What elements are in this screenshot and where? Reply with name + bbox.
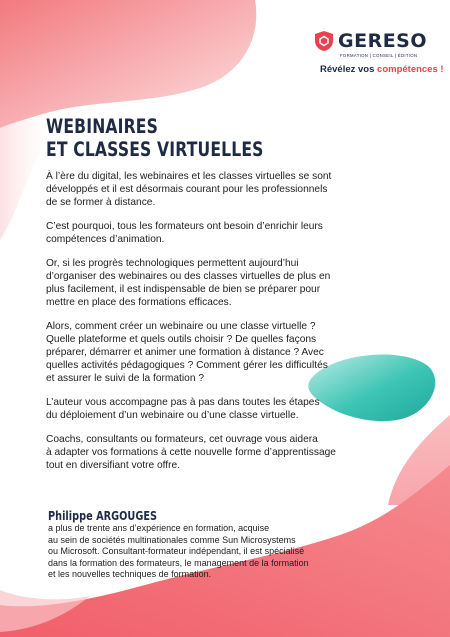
description: [46, 170, 376, 483]
author-name: Philippe ARGOUGES: [48, 508, 158, 523]
paragraph: Coachs, consultants ou formateurs, cet ouvrage vous aidera à adapter vos formations à cette nouvelle forme d’apprentissage tout en diversifiant votre offre.: [46, 434, 336, 471]
top-left-blob: [0, 0, 256, 128]
brand-name: GERESO: [338, 30, 428, 52]
gereso-logo: [314, 30, 430, 58]
paragraph: C’est pourquoi, tous les formateurs ont besoin d’enrichir leurs compétences d’animation.: [46, 221, 323, 245]
title-line-1: WEBINAIRES: [46, 115, 158, 138]
paragraph: Or, si les progrès technologiques permettent aujourd’hui d’organiser des webinaires ou des classes virtuelles de plus en plus facilement, il est indispensable de bien se préparer pour mettre en place des formations efficaces.: [46, 258, 331, 308]
title-line-2: ET CLASSES VIRTUELLES: [46, 138, 264, 161]
paragraph: À l’ère du digital, les webinaires et les classes virtuelles se sont développés et il est désormais courant pour les professionnels de se former à distance.: [46, 171, 332, 208]
tagline-prefix: Révélez vos: [320, 64, 378, 75]
paragraph: L’auteur vous accompagne pas à pas dans toutes les étapes du déploiement d’un webinaire ou d’une classe virtuelle.: [46, 397, 320, 421]
paragraph: Alors, comment créer un webinaire ou une classe virtuelle ? Quelle plateforme et quels outils choisir ? De quelles façons préparer, démarrer et animer une formation à distance ? Avec quelles activités pédagogiques ? Comment gérer les difficultés et assurer le suivi de la formation ?: [46, 321, 328, 384]
brand-subline: FORMATION | CONSEIL | ÉDITION: [340, 53, 418, 58]
brand-tagline: [320, 64, 444, 75]
shield-icon: [314, 30, 334, 52]
author-bio: a plus de trente ans d’expérience en formation, acquise au sein de sociétés multinationales comme Sun Microsystems ou Microsoft. Consultant-formateur indépendant, il est spécialisé dans la formation des formateurs, le management de la formation et les nouvelles techniques de formation.: [48, 523, 309, 580]
tagline-accent: compétences !: [377, 64, 444, 75]
book-title: [46, 115, 264, 161]
